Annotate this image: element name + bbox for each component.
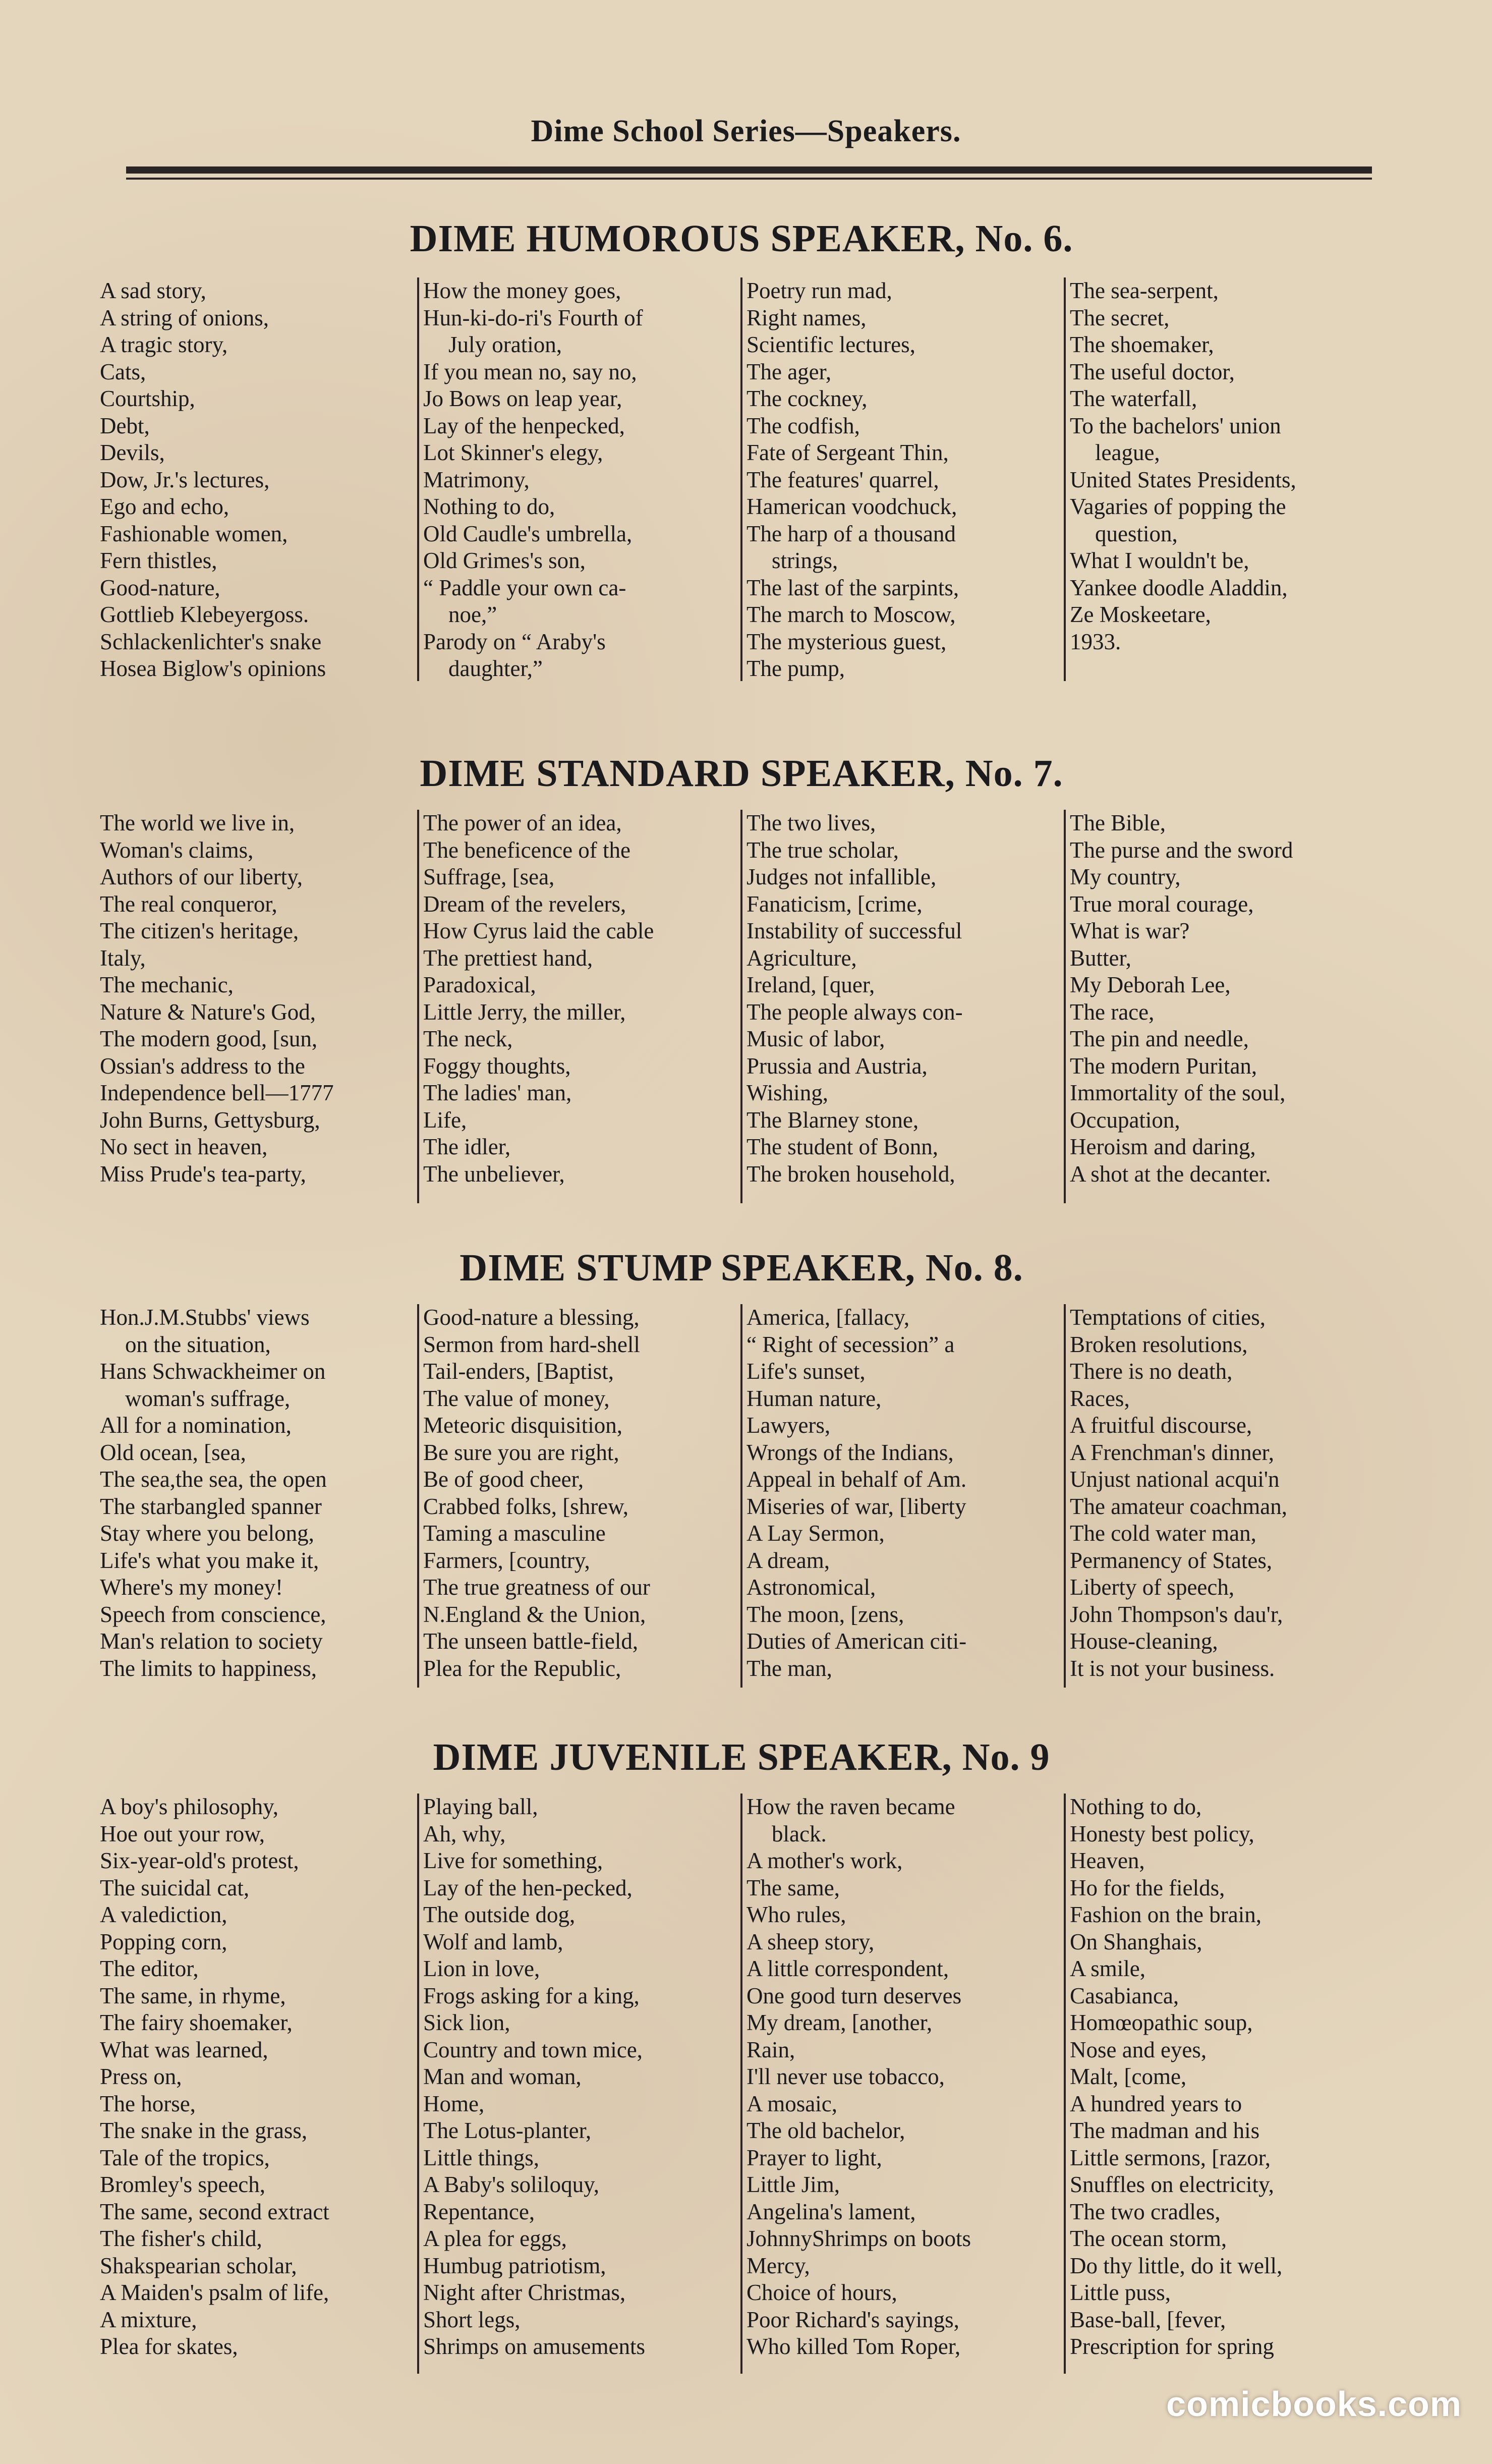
title-line: John Thompson's dau'r, [1070, 1601, 1283, 1627]
title-line: The citizen's heritage, [100, 918, 299, 943]
title-line: The value of money, [423, 1385, 610, 1411]
title-line: Crabbed folks, [shrew, [423, 1493, 628, 1519]
title-line: Ho for the fields, [1070, 1875, 1225, 1900]
title-line: Jo Bows on leap year, [423, 386, 622, 411]
title-line: Homœopathic soup, [1070, 2010, 1253, 2035]
title-line: The cockney, [747, 386, 868, 411]
title-line: There is no death, [1070, 1359, 1233, 1384]
title-line: One good turn deserves [747, 1983, 962, 2008]
header-rule-thin [126, 178, 1372, 180]
column-1 [96, 1794, 417, 2374]
title-line: Immortality of the soul, [1070, 1080, 1286, 1105]
title-line: The Bible, [1070, 810, 1166, 835]
title-line: Old Grimes's son, [423, 548, 586, 573]
title-line: Where's my money! [100, 1575, 283, 1600]
title-line: A tragic story, [100, 332, 228, 357]
title-line: Italy, [100, 945, 146, 971]
title-line: Broken resolutions, [1070, 1331, 1248, 1357]
title-line: The sea,the sea, the open [100, 1467, 327, 1492]
title-line: Country and town mice, [423, 2037, 643, 2062]
title-line: Dream of the revelers, [423, 891, 626, 917]
title-line: Ireland, [quer, [747, 972, 875, 997]
title-line: Heroism and daring, [1070, 1134, 1256, 1159]
series-header: Dime School Series—Speakers. [531, 114, 961, 148]
title-line: Prussia and Austria, [747, 1053, 928, 1079]
title-line: The true scholar, [747, 837, 899, 863]
title-line: A string of onions, [100, 305, 269, 330]
title-line: The modern Puritan, [1070, 1053, 1257, 1079]
title-line: My country, [1070, 864, 1181, 889]
column-1 [96, 277, 417, 681]
title-line: Wolf and lamb, [423, 1929, 563, 1954]
title-line: The pin and needle, [1070, 1026, 1249, 1051]
title-line: A sad story, [100, 278, 206, 303]
title-line: Angelina's lament, [747, 2199, 916, 2224]
title-line: The mysterious guest, [747, 629, 947, 654]
title-line: The ocean storm, [1070, 2226, 1227, 2251]
title-line: No sect in heaven, [100, 1134, 268, 1159]
title-line: The prettiest hand, [423, 945, 593, 971]
title-line: The shoemaker, [1070, 332, 1214, 357]
title-line: The ladies' man, [423, 1080, 572, 1105]
section-title: DIME STANDARD SPEAKER, No. 7. [420, 752, 1063, 795]
title-line: JohnnyShrimps on boots [747, 2226, 971, 2251]
title-line: woman's suffrage, [125, 1385, 291, 1411]
title-line: Matrimony, [423, 467, 530, 492]
title-line: Bromley's speech, [100, 2172, 266, 2197]
title-line: How the raven became [747, 1794, 955, 1819]
title-line: The madman and his [1070, 2118, 1260, 2143]
title-line: A shot at the decanter. [1070, 1161, 1271, 1187]
title-line: Who rules, [747, 1902, 846, 1927]
title-line: The useful doctor, [1070, 359, 1235, 384]
column-1 [96, 1304, 417, 1688]
title-line: Hun-ki-do-ri's Fourth of [423, 305, 643, 330]
title-line: A Lay Sermon, [747, 1521, 885, 1546]
title-line: The true greatness of our [423, 1575, 650, 1600]
title-line: The real conqueror, [100, 891, 277, 917]
title-line: The two cradles, [1070, 2199, 1221, 2224]
column-4 [1064, 1794, 1387, 2374]
title-line: The limits to happiness, [100, 1655, 317, 1681]
title-line: Tail-enders, [Baptist, [423, 1359, 614, 1384]
title-line: Poor Richard's sayings, [747, 2307, 959, 2332]
title-line: Wrongs of the Indians, [747, 1439, 954, 1465]
title-line: The codfish, [747, 413, 860, 438]
title-line: Wishing, [747, 1080, 828, 1105]
title-line: 1933. [1070, 629, 1121, 654]
title-line: Man and woman, [423, 2064, 582, 2089]
title-line: Devils, [100, 440, 165, 465]
column-2 [417, 810, 740, 1203]
title-line: Duties of American citi- [747, 1629, 967, 1654]
title-line: Malt, [come, [1070, 2064, 1187, 2089]
title-line: Heaven, [1070, 1848, 1145, 1873]
title-line: Debt, [100, 413, 150, 438]
title-columns [96, 277, 1387, 681]
title-line: Ah, why, [423, 1821, 506, 1846]
title-line: The modern good, [sun, [100, 1026, 318, 1051]
title-line: The amateur coachman, [1070, 1493, 1288, 1519]
title-line: Plea for the Republic, [423, 1655, 621, 1681]
title-line: Nothing to do, [423, 494, 555, 519]
title-line: The purse and the sword [1070, 837, 1293, 863]
column-3 [740, 810, 1064, 1203]
title-line: How the money goes, [423, 278, 621, 303]
title-line: Home, [423, 2091, 485, 2116]
title-line: All for a nomination, [100, 1413, 292, 1438]
title-line: Little sermons, [razor, [1070, 2145, 1271, 2170]
title-columns [96, 1794, 1387, 2374]
title-line: Humbug patriotism, [423, 2253, 606, 2278]
section-title: DIME STUMP SPEAKER, No. 8. [460, 1247, 1023, 1289]
title-line: Miseries of war, [liberty [747, 1493, 966, 1519]
title-line: The starbangled spanner [100, 1493, 322, 1519]
title-line: Do thy little, do it well, [1070, 2253, 1283, 2278]
title-line: Casabianca, [1070, 1983, 1179, 2008]
title-line: Good-nature a blessing, [423, 1305, 640, 1330]
title-line: Judges not infallible, [747, 864, 937, 889]
title-line: Little things, [423, 2145, 539, 2170]
site-watermark: comicbooks.com [1166, 2384, 1462, 2424]
title-line: Little puss, [1070, 2280, 1171, 2305]
title-line: The neck, [423, 1026, 513, 1051]
title-line: A little correspondent, [747, 1956, 949, 1981]
title-line: The harp of a thousand [747, 521, 956, 546]
title-line: Sermon from hard-shell [423, 1331, 640, 1357]
title-line: The same, [747, 1875, 840, 1900]
title-line: The student of Bonn, [747, 1134, 938, 1159]
title-line: The power of an idea, [423, 810, 622, 835]
title-line: The mechanic, [100, 972, 234, 997]
title-line: Playing ball, [423, 1794, 538, 1819]
title-line: Agriculture, [747, 945, 857, 971]
title-line: Occupation, [1070, 1107, 1180, 1133]
title-line: Old Caudle's umbrella, [423, 521, 633, 546]
title-line: Instability of successful [747, 918, 962, 943]
title-line: How Cyrus laid the cable [423, 918, 654, 943]
title-line: The march to Moscow, [747, 602, 956, 627]
title-line: A valediction, [100, 1902, 227, 1927]
title-line: Mercy, [747, 2253, 810, 2278]
title-line: The editor, [100, 1956, 199, 1981]
title-line: Shakspearian scholar, [100, 2253, 297, 2278]
title-line: A dream, [747, 1547, 830, 1573]
title-line: N.England & the Union, [423, 1601, 646, 1627]
title-line: Life's what you make it, [100, 1547, 319, 1573]
title-line: Butter, [1070, 945, 1131, 971]
title-line: The man, [747, 1655, 832, 1681]
title-line: Human nature, [747, 1385, 882, 1411]
title-line: Unjust national acqui'n [1070, 1467, 1280, 1492]
title-line: The features' quarrel, [747, 467, 939, 492]
title-line: A Maiden's psalm of life, [100, 2280, 329, 2305]
title-line: black. [772, 1821, 827, 1846]
title-line: Fashionable women, [100, 521, 288, 546]
title-line: Good-nature, [100, 575, 220, 600]
title-line: Taming a masculine [423, 1521, 606, 1546]
title-line: Repentance, [423, 2199, 535, 2224]
title-line: My dream, [another, [747, 2010, 933, 2035]
title-line: July oration, [448, 332, 562, 357]
title-line: The last of the sarpints, [747, 575, 959, 600]
title-line: What was learned, [100, 2037, 268, 2062]
title-line: The ager, [747, 359, 832, 384]
column-3 [740, 1794, 1064, 2374]
title-line: Honesty best policy, [1070, 1821, 1254, 1846]
title-line: Foggy thoughts, [423, 1053, 571, 1079]
title-line: John Burns, Gettysburg, [100, 1107, 320, 1133]
title-line: The snake in the grass, [100, 2118, 308, 2143]
title-line: The secret, [1070, 305, 1170, 330]
title-line: The moon, [zens, [747, 1601, 904, 1627]
title-line: The fisher's child, [100, 2226, 262, 2251]
column-3 [740, 277, 1064, 681]
title-line: Speech from conscience, [100, 1601, 326, 1627]
title-line: question, [1095, 521, 1178, 546]
title-line: on the situation, [125, 1331, 271, 1357]
column-4 [1064, 810, 1387, 1203]
title-line: Lay of the henpecked, [423, 413, 625, 438]
title-line: strings, [772, 548, 838, 573]
title-line: True moral courage, [1070, 891, 1254, 917]
column-4 [1064, 277, 1387, 681]
title-line: Press on, [100, 2064, 182, 2089]
title-line: Be sure you are right, [423, 1439, 619, 1465]
title-line: Parody on “ Araby's [423, 629, 606, 654]
title-line: Stay where you belong, [100, 1521, 314, 1546]
title-line: A sheep story, [747, 1929, 875, 1954]
title-line: Popping corn, [100, 1929, 227, 1954]
title-line: Life, [423, 1107, 467, 1133]
title-line: Temptations of cities, [1070, 1305, 1266, 1330]
title-line: A mosaic, [747, 2091, 837, 2116]
title-line: The horse, [100, 2091, 196, 2116]
title-line: daughter,” [448, 656, 543, 681]
title-line: Lion in love, [423, 1956, 540, 1981]
title-line: Rain, [747, 2037, 795, 2062]
title-line: The Blarney stone, [747, 1107, 919, 1133]
title-line: Short legs, [423, 2307, 521, 2332]
title-line: Fanaticism, [crime, [747, 891, 923, 917]
title-line: The outside dog, [423, 1902, 576, 1927]
title-line: A hundred years to [1070, 2091, 1242, 2116]
title-line: Liberty of speech, [1070, 1575, 1235, 1600]
title-line: America, [fallacy, [747, 1305, 910, 1330]
title-line: Man's relation to society [100, 1629, 323, 1654]
title-line: Dow, Jr.'s lectures, [100, 467, 270, 492]
title-line: Fashion on the brain, [1070, 1902, 1261, 1927]
column-3 [740, 1304, 1064, 1688]
title-line: The beneficence of the [423, 837, 630, 863]
title-line: Tale of the tropics, [100, 2145, 270, 2170]
title-line: Live for something, [423, 1848, 603, 1873]
title-line: If you mean no, say no, [423, 359, 637, 384]
title-line: Farmers, [country, [423, 1547, 590, 1573]
title-line: Right names, [747, 305, 867, 330]
title-line: Courtship, [100, 386, 195, 411]
title-line: Who killed Tom Roper, [747, 2334, 961, 2359]
title-line: Ego and echo, [100, 494, 229, 519]
title-line: The same, in rhyme, [100, 1983, 286, 2008]
title-line: House-cleaning, [1070, 1629, 1218, 1654]
title-line: Lay of the hen-pecked, [423, 1875, 633, 1900]
title-line: A Baby's soliloquy, [423, 2172, 599, 2197]
title-line: My Deborah Lee, [1070, 972, 1231, 997]
title-line: Be of good cheer, [423, 1467, 584, 1492]
title-line: Hans Schwackheimer on [100, 1359, 326, 1384]
title-line: Races, [1070, 1385, 1130, 1411]
title-line: It is not your business. [1070, 1655, 1275, 1681]
title-line: Schlackenlichter's snake [100, 629, 322, 654]
title-line: The two lives, [747, 810, 876, 835]
title-line: Authors of our liberty, [100, 864, 303, 889]
title-line: Frogs asking for a king, [423, 1983, 640, 2008]
title-line: Miss Prude's tea-party, [100, 1161, 306, 1187]
section-title: DIME JUVENILE SPEAKER, No. 9 [433, 1736, 1050, 1778]
title-line: A boy's philosophy, [100, 1794, 278, 1819]
title-line: The broken household, [747, 1161, 955, 1187]
title-line: The idler, [423, 1134, 511, 1159]
title-line: The world we live in, [100, 810, 295, 835]
title-line: Hon.J.M.Stubbs' views [100, 1305, 310, 1330]
title-line: A mixture, [100, 2307, 197, 2332]
title-line: Shrimps on amusements [423, 2334, 645, 2359]
column-2 [417, 1304, 740, 1688]
title-line: Fern thistles, [100, 548, 217, 573]
title-line: Ze Moskeetare, [1070, 602, 1211, 627]
title-line: Hamerican voodchuck, [747, 494, 957, 519]
title-line: Gottlieb Klebeyergoss. [100, 602, 309, 627]
title-line: A mother's work, [747, 1848, 903, 1873]
title-line: Nature & Nature's God, [100, 999, 316, 1025]
title-line: Music of labor, [747, 1026, 885, 1051]
title-line: Sick lion, [423, 2010, 510, 2035]
title-columns [96, 810, 1387, 1203]
column-2 [417, 277, 740, 681]
title-line: Meteoric disquisition, [423, 1413, 622, 1438]
title-line: The people always con- [747, 999, 963, 1025]
title-line: A plea for eggs, [423, 2226, 567, 2251]
title-line: What is war? [1070, 918, 1190, 943]
title-line: Six-year-old's protest, [100, 1848, 299, 1873]
title-line: Nose and eyes, [1070, 2037, 1207, 2062]
title-line: Appeal in behalf of Am. [747, 1467, 967, 1492]
title-line: Scientific lectures, [747, 332, 915, 357]
title-line: The cold water man, [1070, 1521, 1256, 1546]
title-line: “ Paddle your own ca- [423, 575, 626, 600]
title-line: Cats, [100, 359, 146, 384]
title-line: The same, second extract [100, 2199, 329, 2224]
column-1 [96, 810, 417, 1203]
title-line: Little Jerry, the miller, [423, 999, 626, 1025]
title-line: Permanency of States, [1070, 1547, 1273, 1573]
title-line: Fate of Sergeant Thin, [747, 440, 949, 465]
title-line: Life's sunset, [747, 1359, 866, 1384]
title-line: Lot Skinner's elegy, [423, 440, 603, 465]
column-2 [417, 1794, 740, 2374]
title-line: Yankee doodle Aladdin, [1070, 575, 1288, 600]
title-line: Snuffles on electricity, [1070, 2172, 1274, 2197]
title-line: The pump, [747, 656, 845, 681]
title-line: Ossian's address to the [100, 1053, 305, 1079]
title-line: The fairy shoemaker, [100, 2010, 293, 2035]
title-line: I'll never use tobacco, [747, 2064, 945, 2089]
title-line: Suffrage, [sea, [423, 864, 555, 889]
header-rule-thick [126, 166, 1372, 174]
title-line: Choice of hours, [747, 2280, 897, 2305]
title-line: A fruitful discourse, [1070, 1413, 1252, 1438]
title-line: The sea-serpent, [1070, 278, 1219, 303]
title-line: United States Presidents, [1070, 467, 1296, 492]
title-line: Base-ball, [fever, [1070, 2307, 1226, 2332]
title-line: Woman's claims, [100, 837, 254, 863]
title-line: The old bachelor, [747, 2118, 905, 2143]
title-line: The unseen battle-field, [423, 1629, 639, 1654]
title-line: league, [1095, 440, 1160, 465]
title-line: The race, [1070, 999, 1155, 1025]
title-line: A smile, [1070, 1956, 1146, 1981]
title-line: Poetry run mad, [747, 278, 892, 303]
title-line: Night after Christmas, [423, 2280, 626, 2305]
title-line: Prescription for spring [1070, 2334, 1274, 2359]
title-line: Paradoxical, [423, 972, 536, 997]
title-line: Hoe out your row, [100, 1821, 265, 1846]
title-line: The waterfall, [1070, 386, 1197, 411]
title-line: Independence bell—1777 [100, 1080, 334, 1105]
title-line: Nothing to do, [1070, 1794, 1202, 1819]
title-line: To the bachelors' union [1070, 413, 1281, 438]
title-line: Vagaries of popping the [1070, 494, 1286, 519]
title-line: The suicidal cat, [100, 1875, 250, 1900]
title-line: Lawyers, [747, 1413, 831, 1438]
title-line: Plea for skates, [100, 2334, 238, 2359]
title-line: The Lotus-planter, [423, 2118, 592, 2143]
title-line: A Frenchman's dinner, [1070, 1439, 1274, 1465]
title-line: “ Right of secession” a [747, 1331, 955, 1357]
title-line: Prayer to light, [747, 2145, 882, 2170]
title-line: Astronomical, [747, 1575, 876, 1600]
section-title: DIME HUMOROUS SPEAKER, No. 6. [410, 217, 1073, 260]
title-line: Hosea Biglow's opinions [100, 656, 326, 681]
title-line: The unbeliever, [423, 1161, 565, 1187]
title-line: Old ocean, [sea, [100, 1439, 246, 1465]
title-line: On Shanghais, [1070, 1929, 1202, 1954]
column-4 [1064, 1304, 1387, 1688]
title-line: Little Jim, [747, 2172, 840, 2197]
title-columns [96, 1304, 1387, 1688]
title-line: noe,” [448, 602, 497, 627]
title-line: What I wouldn't be, [1070, 548, 1249, 573]
